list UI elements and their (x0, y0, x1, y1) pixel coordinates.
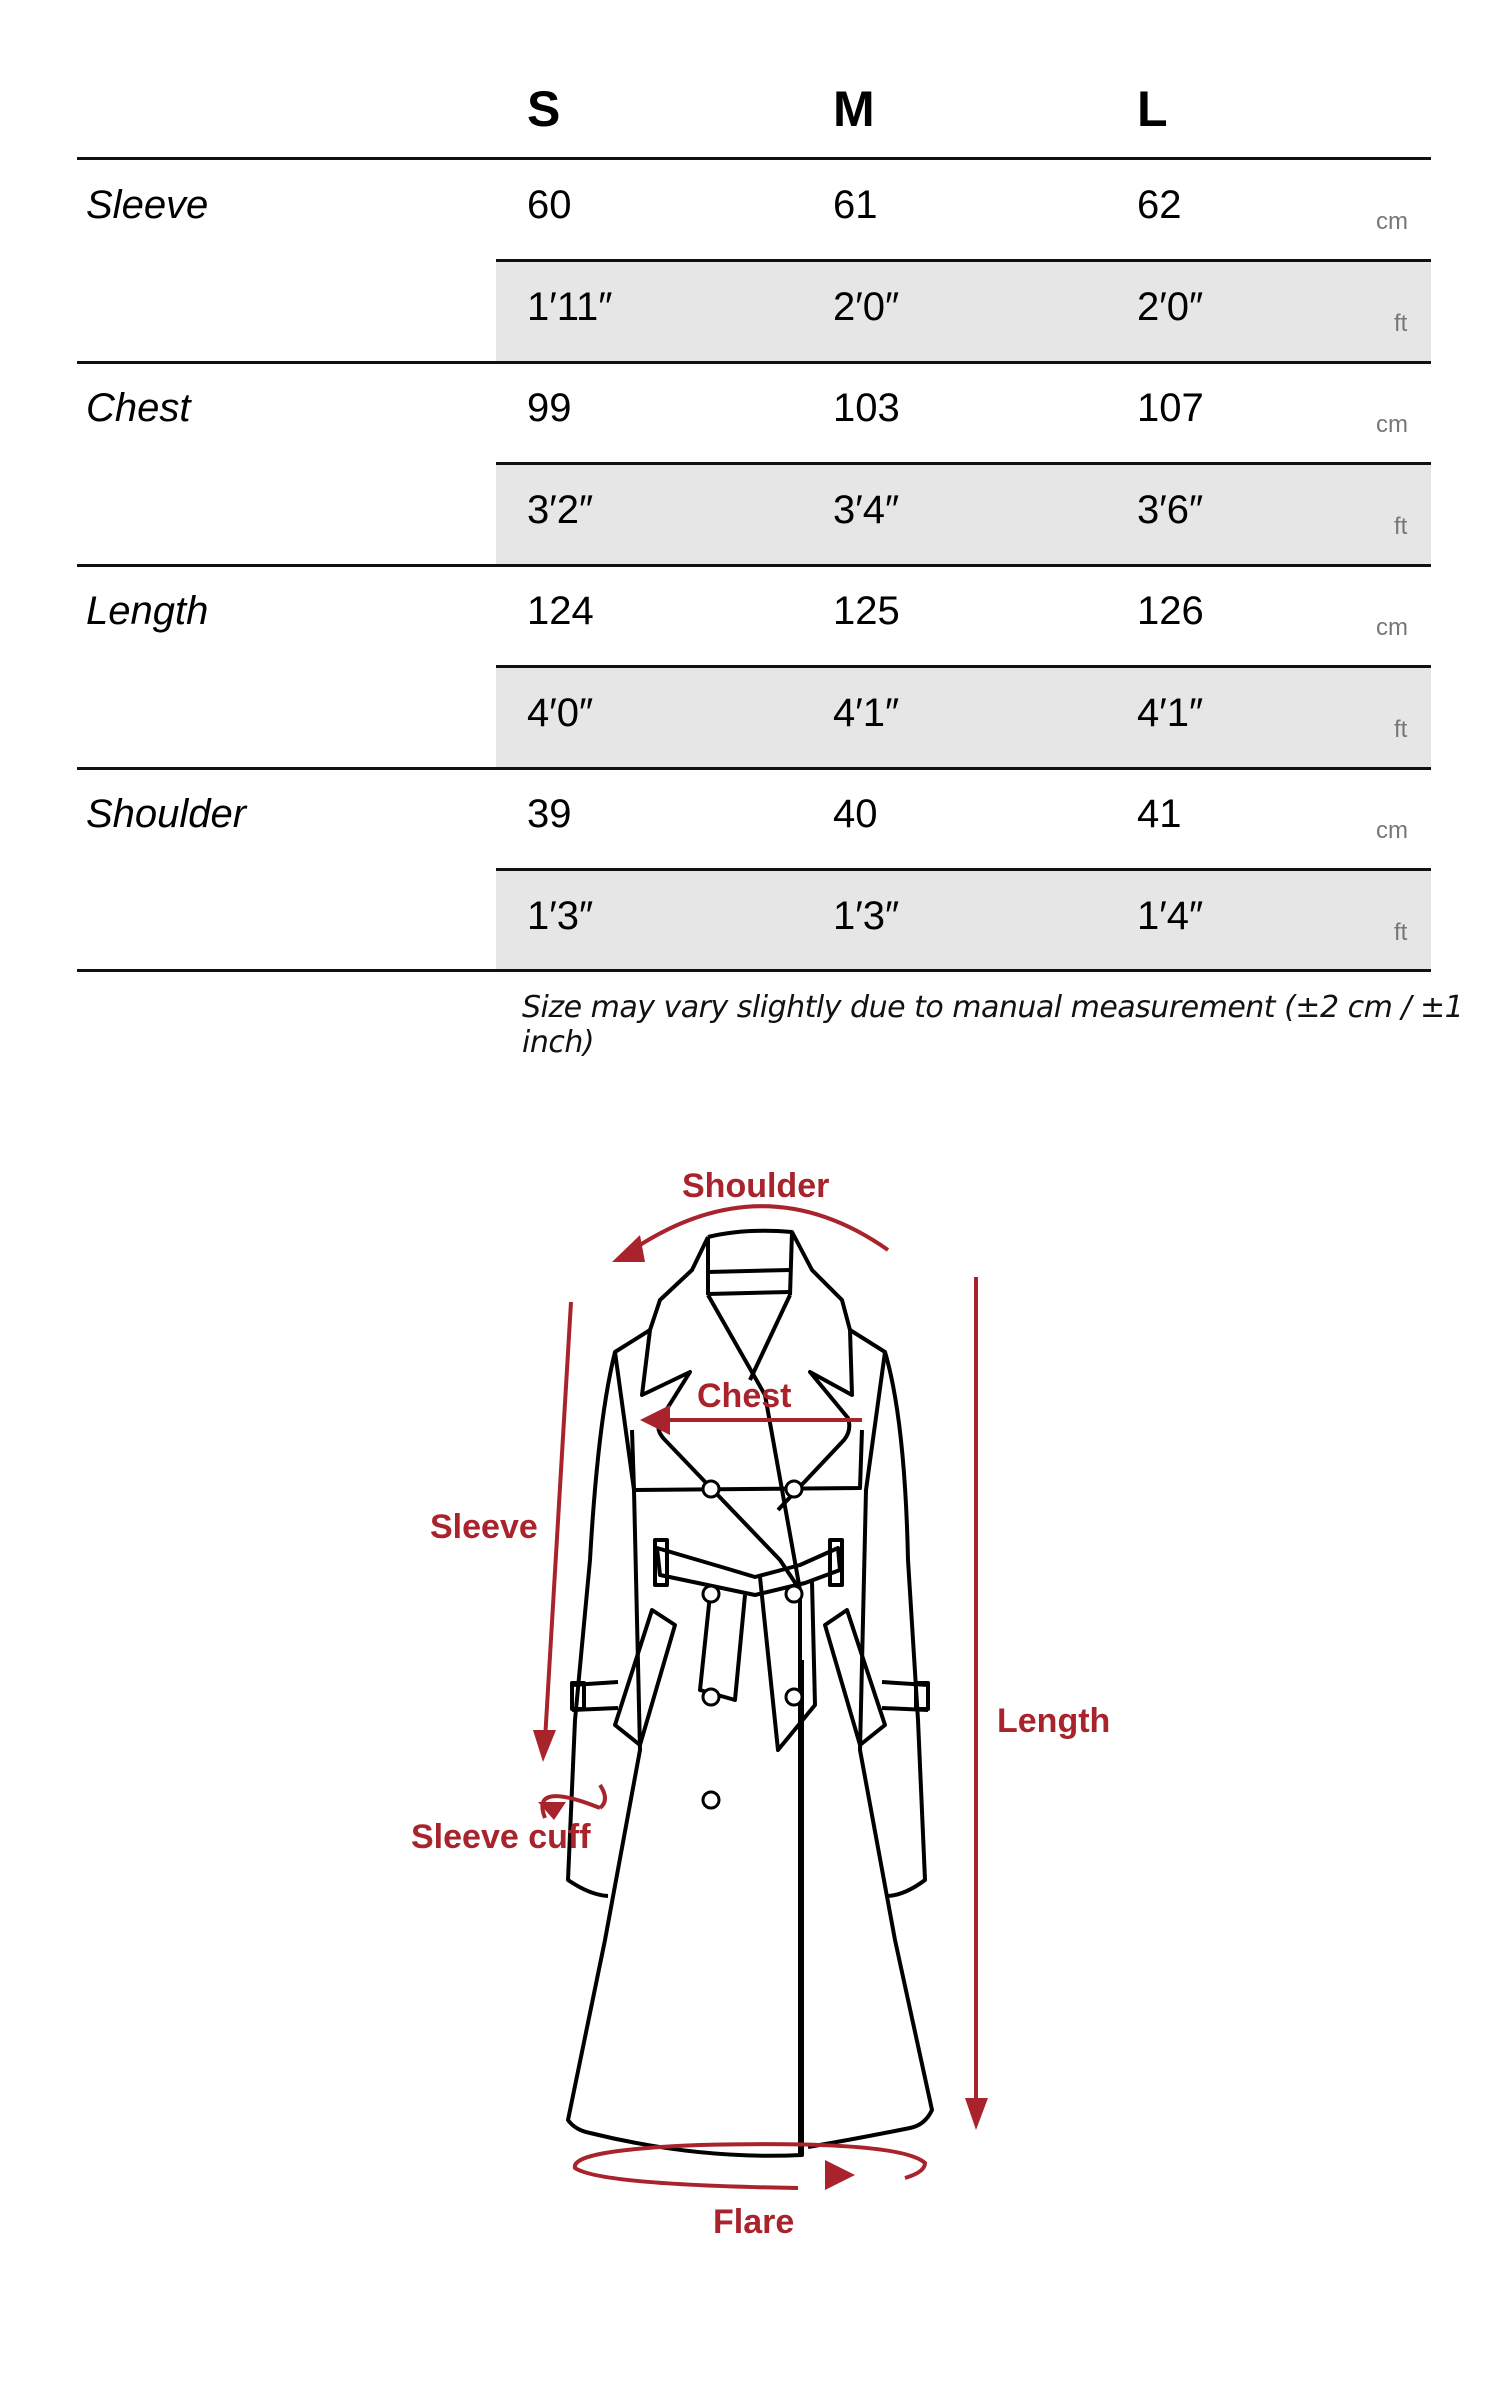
cm-value-m: 40 (833, 792, 878, 836)
cm-value-m: 103 (833, 386, 900, 430)
ft-value-l: 3′6″ (1137, 488, 1204, 532)
ft-value-l: 1′4″ (1137, 894, 1204, 938)
ft-value-s: 4′0″ (527, 691, 594, 735)
measurement-note: Size may vary slightly due to manual measurement (±2 cm / ±1 inch) (522, 990, 1464, 1060)
ft-value-l: 2′0″ (1137, 285, 1204, 329)
length-label: Length (997, 1702, 1111, 1740)
row-label: Shoulder (86, 792, 247, 836)
ft-value-m: 1′3″ (833, 894, 900, 938)
ft-value-s: 3′2″ (527, 488, 594, 532)
unit-cm: cm (1376, 411, 1408, 438)
cm-value-l: 62 (1137, 183, 1182, 227)
size-header-m: M (833, 81, 875, 137)
unit-ft: ft (1394, 513, 1408, 540)
cm-value-s: 99 (527, 386, 572, 430)
size-header-l: L (1137, 81, 1168, 137)
cm-value-l: 126 (1137, 589, 1204, 633)
sleeve-arrow (545, 1302, 571, 1740)
measurement-arrows (542, 1206, 976, 2188)
size-header-s: S (527, 81, 561, 137)
chest-label: Chest (697, 1377, 792, 1415)
cm-value-l: 41 (1137, 792, 1182, 836)
unit-cm: cm (1376, 817, 1408, 844)
unit-ft: ft (1394, 310, 1408, 337)
coat-outline (568, 1231, 932, 2156)
ft-value-s: 1′11″ (527, 285, 613, 329)
ft-value-m: 3′4″ (833, 488, 900, 532)
flare-label: Flare (713, 2203, 795, 2241)
row-label: Length (86, 589, 209, 633)
ft-value-l: 4′1″ (1137, 691, 1204, 735)
flare-arrow (575, 2144, 925, 2188)
ft-value-s: 1′3″ (527, 894, 594, 938)
cm-value-m: 61 (833, 183, 878, 227)
sleeve-cuff-label: Sleeve cuff (411, 1818, 591, 1856)
cm-value-l: 107 (1137, 386, 1204, 430)
unit-ft: ft (1394, 716, 1408, 743)
ft-value-m: 4′1″ (833, 691, 900, 735)
cm-value-s: 124 (527, 589, 594, 633)
sleeve-label: Sleeve (430, 1508, 538, 1546)
shoulder-label: Shoulder (682, 1167, 830, 1205)
unit-ft: ft (1394, 919, 1408, 946)
unit-cm: cm (1376, 614, 1408, 641)
row-label: Chest (86, 386, 191, 430)
cm-value-m: 125 (833, 589, 900, 633)
ft-value-m: 2′0″ (833, 285, 900, 329)
row-label: Sleeve (86, 183, 209, 227)
cm-value-s: 39 (527, 792, 572, 836)
cm-value-s: 60 (527, 183, 572, 227)
unit-cm: cm (1376, 208, 1408, 235)
